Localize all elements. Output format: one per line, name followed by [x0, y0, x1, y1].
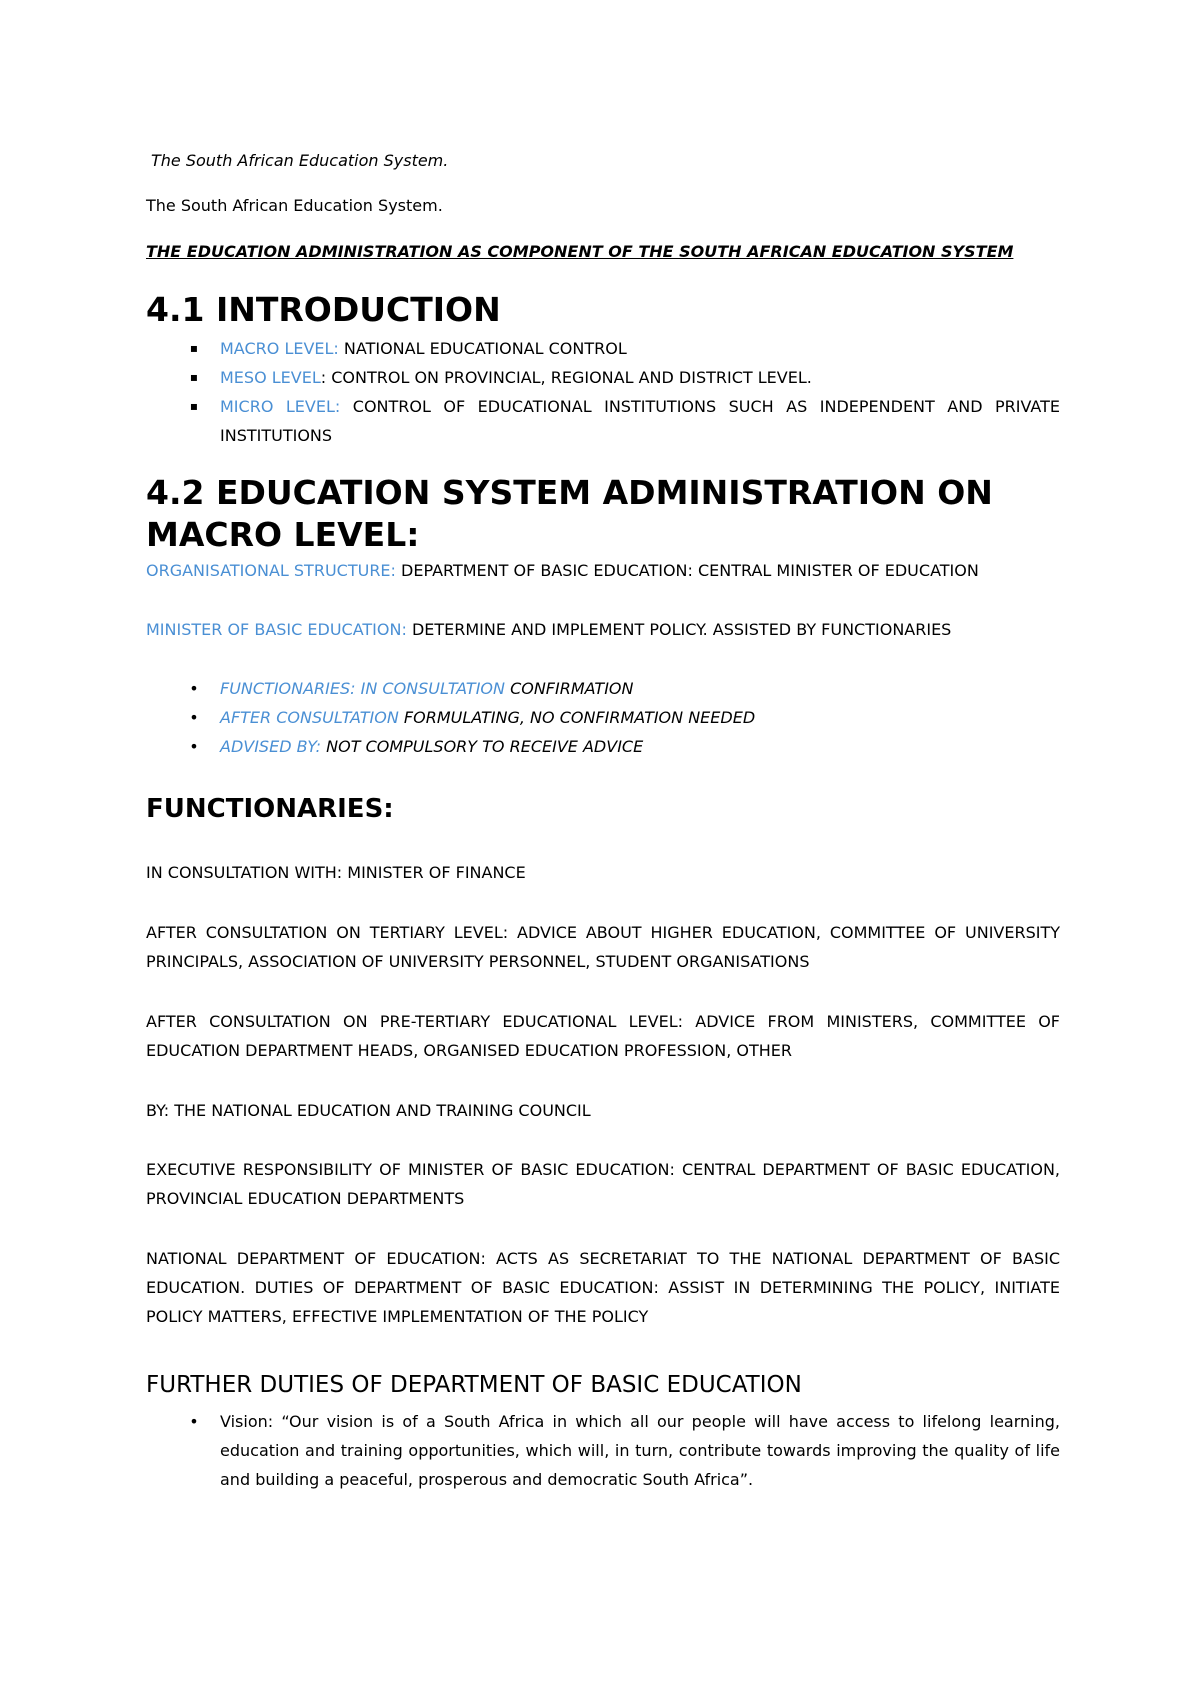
functionaries-paragraph: BY: THE NATIONAL EDUCATION AND TRAINING COUNCIL — [146, 1101, 591, 1120]
section-heading-functionaries: FUNCTIONARIES: — [146, 794, 394, 824]
level-label: MICRO LEVEL: — [220, 397, 341, 416]
level-label: MESO LEVEL — [220, 368, 321, 387]
list-item — [146, 732, 1060, 761]
square-bullet-icon: ▪ — [189, 341, 199, 355]
organisational-structure-text: DEPARTMENT OF BASIC EDUCATION: CENTRAL MINISTER OF EDUCATION — [395, 561, 979, 580]
functionary-text: NOT COMPULSORY TO RECEIVE ADVICE — [321, 737, 644, 756]
list-item — [146, 392, 1060, 450]
level-label: MACRO LEVEL: — [220, 339, 339, 358]
functionary-text: CONFIRMATION — [504, 679, 634, 698]
functionary-types-list — [146, 674, 1060, 761]
functionaries-paragraph: EXECUTIVE RESPONSIBILITY OF MINISTER OF BASIC EDUCATION: CENTRAL DEPARTMENT OF BASIC EDUCATION, PROVINCIAL EDUCATION DEPARTMENTS — [146, 1160, 1060, 1208]
further-duties-list — [146, 1407, 1060, 1494]
bullet-icon: • — [189, 737, 199, 756]
section-heading-macro-level: 4.2 EDUCATION SYSTEM ADMINISTRATION ON MACRO LEVEL: — [146, 473, 993, 554]
functionary-label: FUNCTIONARIES: IN CONSULTATION — [220, 679, 505, 698]
bullet-icon: • — [189, 1412, 199, 1431]
organisational-structure-label: ORGANISATIONAL STRUCTURE: — [146, 561, 396, 580]
bullet-icon: • — [189, 708, 199, 727]
functionaries-paragraph: AFTER CONSULTATION ON PRE-TERTIARY EDUCATIONAL LEVEL: ADVICE FROM MINISTERS, COMMITTEE OF EDUCATION DEPARTMENT HEADS, ORGANISED EDUCATION PROFESSION, OTHER — [146, 1012, 1060, 1060]
functionary-text: FORMULATING, NO CONFIRMATION NEEDED — [398, 708, 756, 727]
level-text: CONTROL OF EDUCATIONAL INSTITUTIONS SUCH AS INDEPENDENT AND PRIVATE INSTITUTIONS — [220, 397, 1061, 445]
organisational-structure-paragraph — [146, 556, 1060, 585]
bullet-icon: • — [189, 679, 199, 698]
introduction-level-list — [146, 334, 1060, 450]
chapter-title: THE EDUCATION ADMINISTRATION AS COMPONENT OF THE SOUTH AFRICAN EDUCATION SYSTEM — [146, 242, 1014, 261]
list-item — [146, 703, 1060, 732]
level-text: : CONTROL ON PROVINCIAL, REGIONAL AND DISTRICT LEVEL. — [320, 368, 812, 387]
section-heading-introduction: 4.1 INTRODUCTION — [146, 290, 501, 329]
italic-document-title: The South African Education System. — [151, 151, 449, 170]
functionaries-paragraph: IN CONSULTATION WITH: MINISTER OF FINANCE — [146, 863, 526, 882]
functionaries-paragraph: AFTER CONSULTATION ON TERTIARY LEVEL: ADVICE ABOUT HIGHER EDUCATION, COMMITTEE OF UNIVERSITY PRINCIPALS, ASSOCIATION OF UNIVERSITY PERSONNEL, STUDENT ORGANISATIONS — [146, 923, 1060, 971]
section-heading-further-duties: FURTHER DUTIES OF DEPARTMENT OF BASIC EDUCATION — [146, 1372, 802, 1398]
list-item — [146, 1407, 1060, 1494]
list-item — [146, 334, 1060, 363]
square-bullet-icon: ▪ — [189, 399, 199, 413]
minister-text: DETERMINE AND IMPLEMENT POLICY. ASSISTED BY FUNCTIONARIES — [406, 620, 952, 639]
functionaries-paragraph: NATIONAL DEPARTMENT OF EDUCATION: ACTS AS SECRETARIAT TO THE NATIONAL DEPARTMENT OF BASIC EDUCATION. DUTIES OF DEPARTMENT OF BASIC EDUCATION: ASSIST IN DETERMINING THE POLICY, INITIATE POLICY MATTERS, EFFECTIVE IMPLEMENTATION OF THE POLICY — [146, 1249, 1060, 1326]
functionary-label: ADVISED BY: — [220, 737, 322, 756]
minister-label: MINISTER OF BASIC EDUCATION: — [146, 620, 407, 639]
square-bullet-icon: ▪ — [189, 370, 199, 384]
vision-statement: Vision: “Our vision is of a South Africa in which all our people will have access to lifelong learning, education and training opportunities, which will, in turn, contribute towards improving the quality of life and building a peaceful, prosperous and democratic South Africa”. — [220, 1412, 1060, 1489]
list-item — [146, 363, 1060, 392]
minister-paragraph — [146, 615, 1060, 644]
functionary-label: AFTER CONSULTATION — [220, 708, 399, 727]
level-text: NATIONAL EDUCATIONAL CONTROL — [338, 339, 627, 358]
document-title: The South African Education System. — [146, 196, 443, 215]
list-item — [146, 674, 1060, 703]
